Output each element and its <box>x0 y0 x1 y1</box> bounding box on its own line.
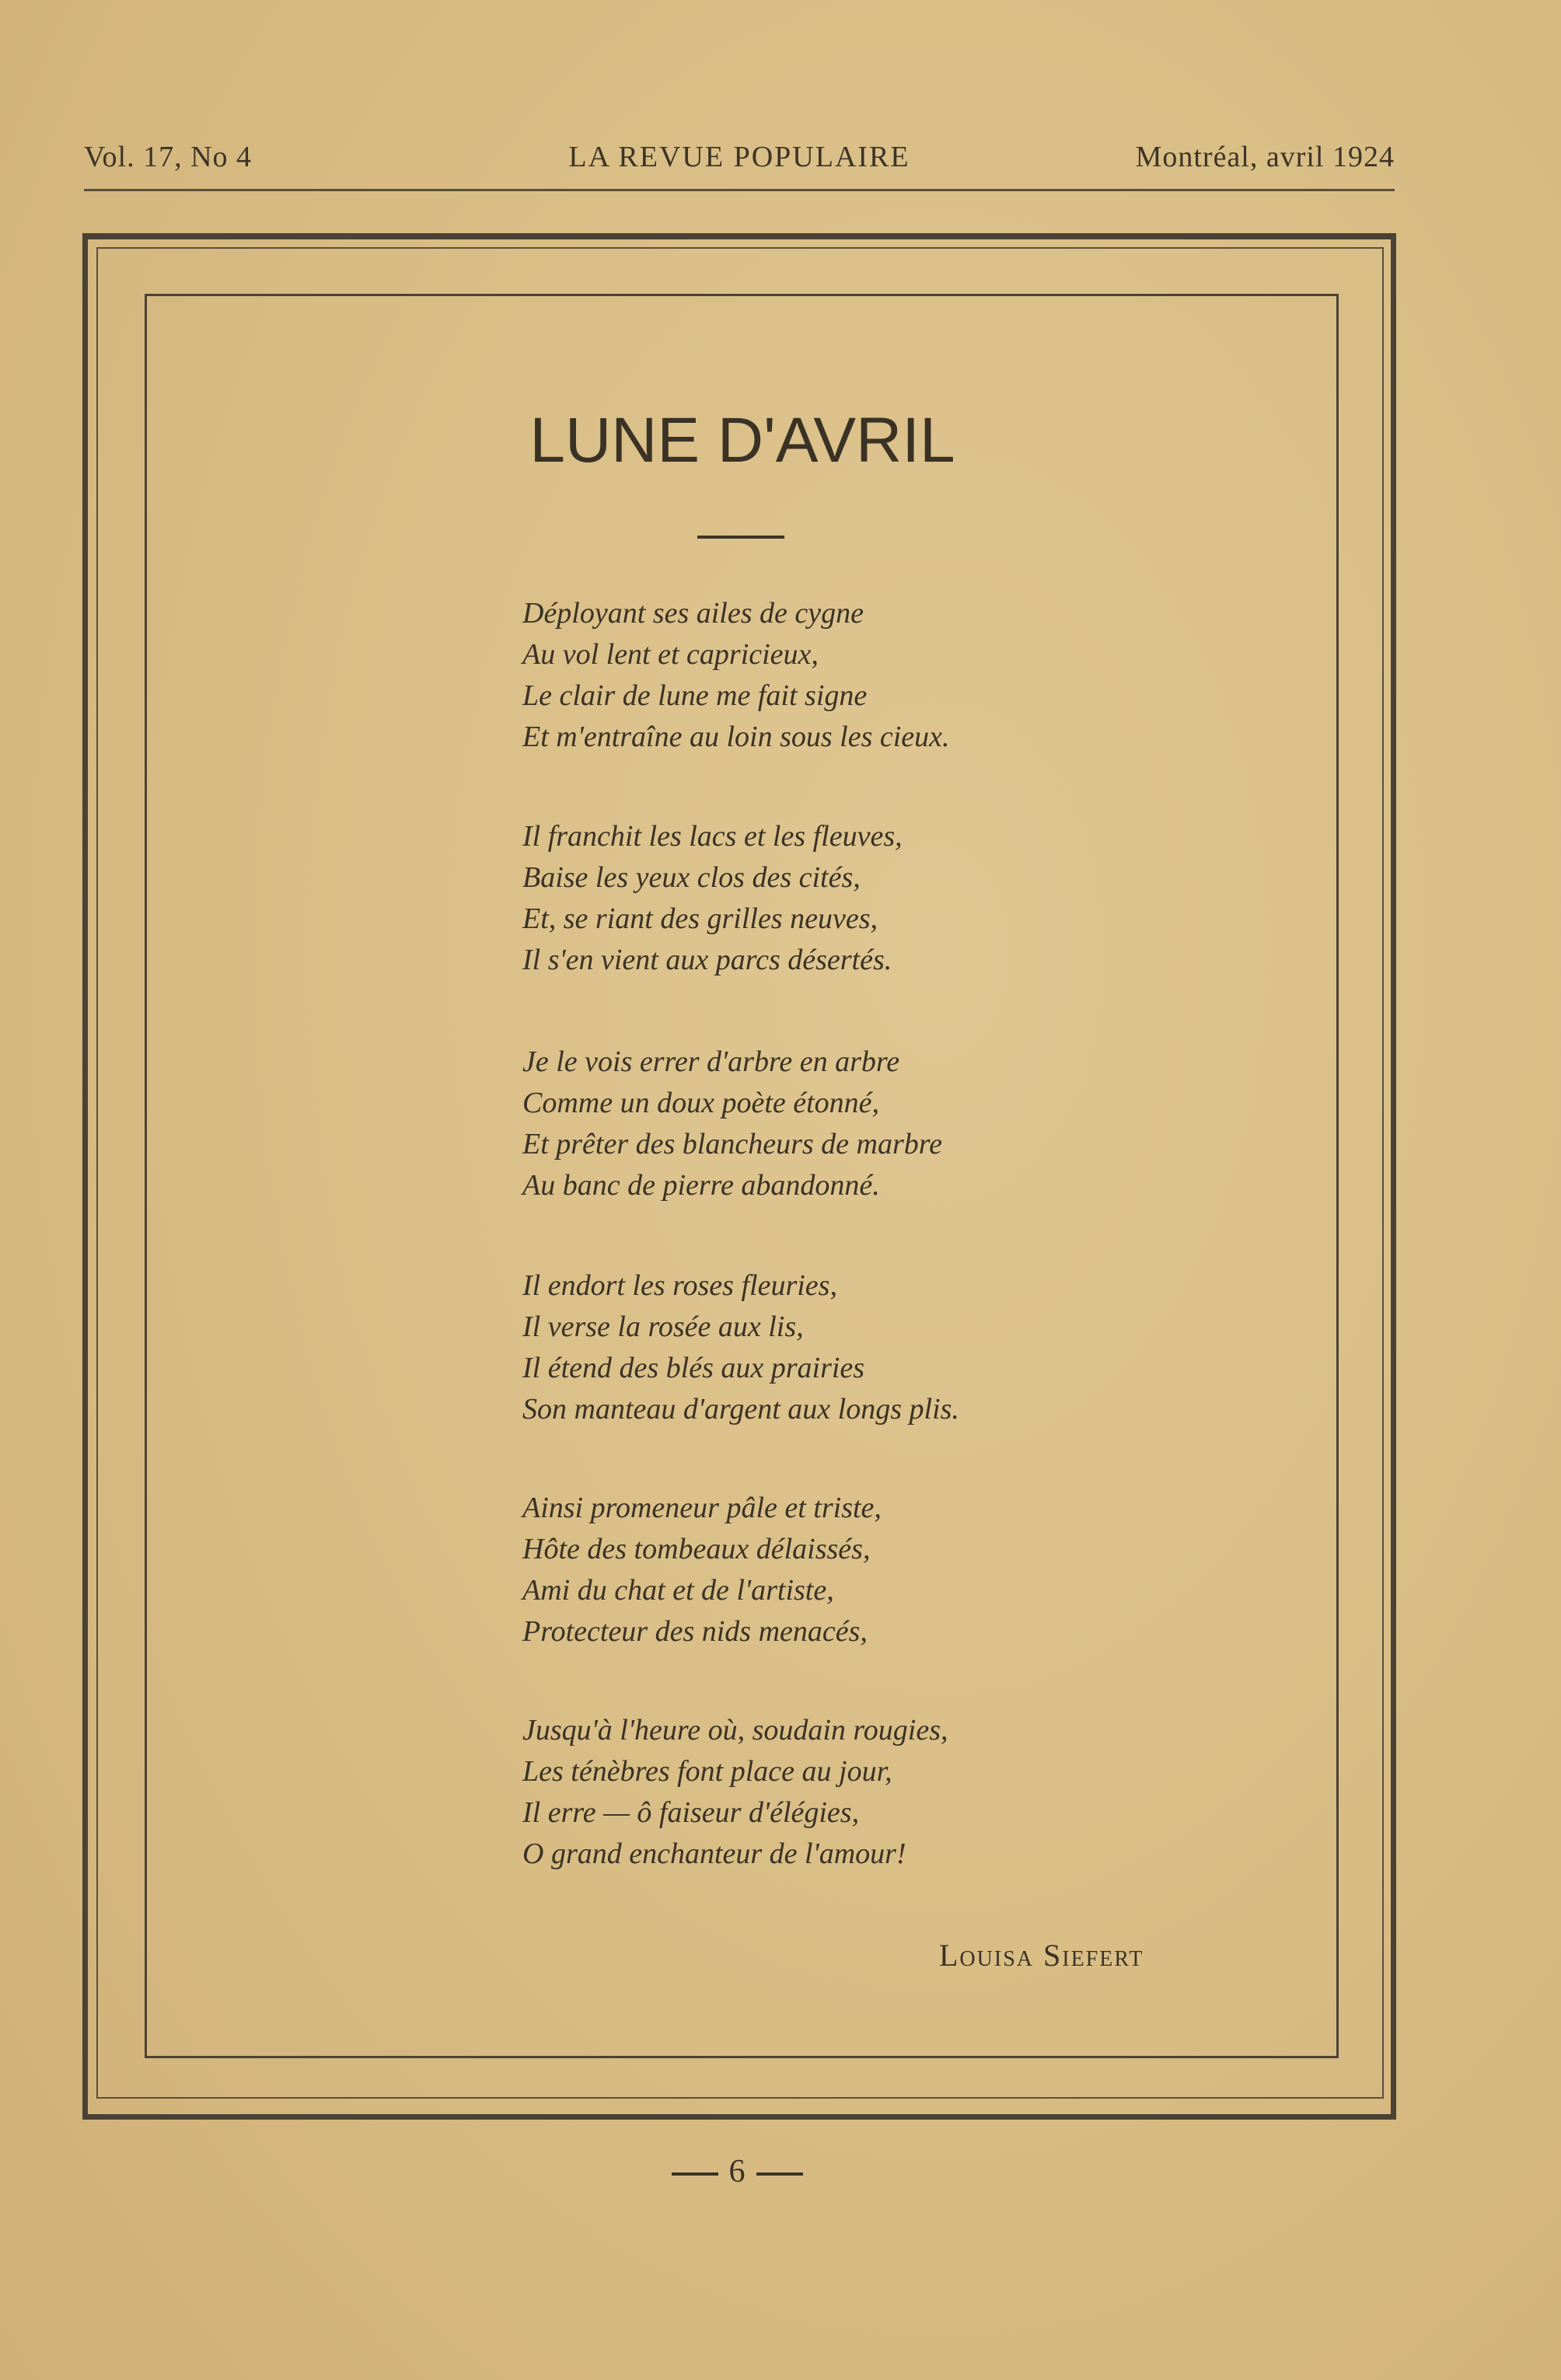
stanza-1 <box>522 593 1222 758</box>
verse-line: Les ténèbres font place au jour, <box>522 1755 892 1788</box>
verse-line: Le clair de lune me fait signe <box>522 679 868 712</box>
stanza-3 <box>522 1042 1222 1206</box>
verse-line: Et m'entraîne au loin sous les cieux. <box>522 721 950 753</box>
page-number-text: 6 <box>728 2154 746 2190</box>
stanza-4 <box>522 1265 1222 1430</box>
verse-line: Protecteur des nids menacés, <box>522 1615 868 1648</box>
verse-line: Et prêter des blancheurs de marbre <box>522 1128 942 1160</box>
stanza-6 <box>522 1710 1222 1875</box>
volume-number: Vol. 17, No 4 <box>84 141 253 173</box>
verse-line: Hôte des tombeaux délaissés, <box>522 1533 871 1565</box>
verse-line: Son manteau d'argent aux longs plis. <box>522 1393 959 1426</box>
stanza-2 <box>522 816 1222 981</box>
verse-line: Il franchit les lacs et les fleuves, <box>522 820 903 853</box>
verse-line: Déployant ses ailes de cygne <box>522 597 864 630</box>
verse-line: Comme un doux poète étonné, <box>522 1087 880 1119</box>
issue-date: Montréal, avril 1924 <box>1135 141 1395 173</box>
verse-line: Il s'en vient aux parcs désertés. <box>522 944 892 976</box>
verse-line: Au banc de pierre abandonné. <box>522 1169 880 1202</box>
publication-title: LA REVUE POPULAIRE <box>568 141 910 173</box>
verse-line: Il erre — ô faiseur d'élégies, <box>522 1796 860 1829</box>
verse-line: Baise les yeux clos des cités, <box>522 861 861 894</box>
verse-line: O grand enchanteur de l'amour! <box>522 1837 906 1870</box>
verse-line: Je le vois errer d'arbre en arbre <box>522 1045 900 1078</box>
header-rule <box>84 189 1395 191</box>
verse-line: Il étend des blés aux prairies <box>522 1352 865 1384</box>
verse-line: Ami du chat et de l'artiste, <box>522 1574 834 1607</box>
title-rule <box>697 536 784 539</box>
folio-dash-right <box>756 2172 803 2176</box>
verse-line: Et, se riant des grilles neuves, <box>522 902 878 935</box>
verse-line: Il endort les roses fleuries, <box>522 1269 837 1302</box>
running-head <box>84 140 1395 179</box>
folio-dash-left <box>672 2172 718 2176</box>
verse-line: Au vol lent et capricieux, <box>522 638 819 671</box>
page-number <box>0 2153 1474 2190</box>
poem-title: LUNE D'AVRIL <box>529 405 955 476</box>
verse-line: Jusqu'à l'heure où, soudain rougies, <box>522 1714 948 1747</box>
stanza-5 <box>522 1488 1222 1652</box>
verse-line: Ainsi promeneur pâle et triste, <box>522 1492 882 1524</box>
verse-line: Il verse la rosée aux lis, <box>522 1310 804 1343</box>
poem-author: Louisa Siefert <box>939 1938 1144 1973</box>
